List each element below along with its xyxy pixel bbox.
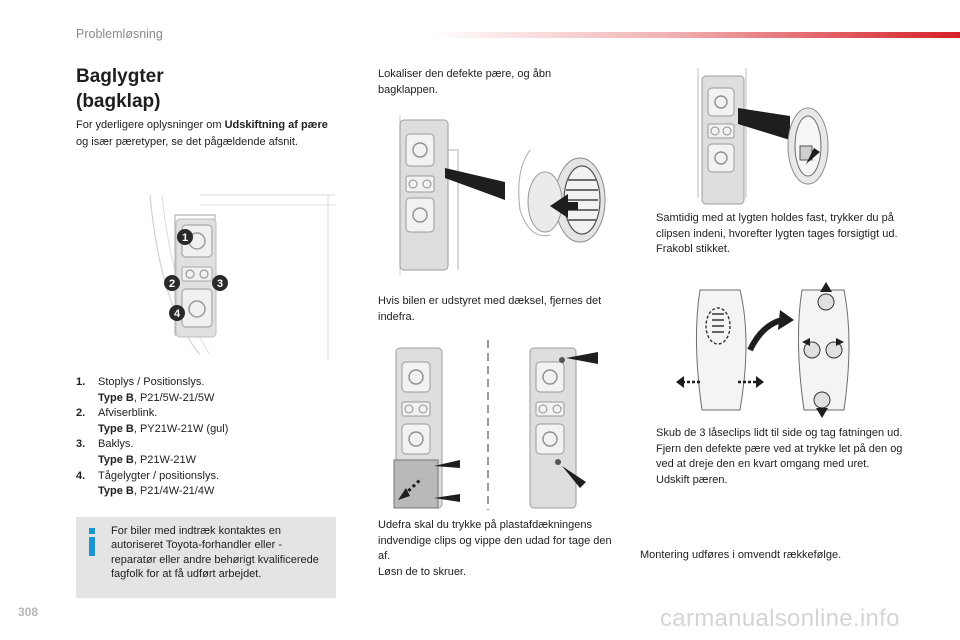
tail-lamp-diagram bbox=[140, 185, 340, 365]
marker-4: 4 bbox=[173, 308, 181, 320]
step-item bbox=[640, 473, 906, 489]
step-bullet bbox=[362, 565, 378, 581]
step-item bbox=[362, 565, 612, 581]
step-item bbox=[362, 294, 620, 325]
step-item bbox=[640, 442, 906, 473]
bulb-list bbox=[76, 375, 336, 500]
bulb-type-value: , P21/4W-21/4W bbox=[133, 485, 215, 498]
step-item bbox=[362, 67, 592, 98]
step-text: Samtidig med at lygten holdes fast, trykker du på clipsen indeni, hvorefter lygten tages forsigtigt ud. bbox=[656, 212, 898, 240]
section-header: Problemløsning bbox=[76, 27, 163, 41]
bulb-item bbox=[76, 375, 336, 406]
step-text: Fjern den defekte pære ved at trykke let på den og ved at dreje den en kvart omgang med uret. bbox=[656, 442, 903, 471]
step-bullet bbox=[640, 242, 656, 258]
step-bullet bbox=[640, 426, 656, 442]
step-bullet bbox=[362, 67, 378, 98]
step-bullet bbox=[640, 473, 656, 489]
step-item bbox=[362, 518, 612, 565]
step-remove-cover bbox=[362, 294, 620, 325]
step-text: Udskift pæren. bbox=[656, 473, 728, 486]
info-text: For biler med indtræk kontaktes en autoriseret Toyota-forhandler eller -reparatør eller andre behørigt kvalificerede fagfolk for at få udført arbejdet. bbox=[111, 525, 319, 581]
step-text: Frakobl stikket. bbox=[656, 243, 730, 256]
bulb-item bbox=[76, 469, 336, 500]
intro-bold-reference: Udskiftning af pære bbox=[224, 119, 328, 131]
info-box bbox=[76, 517, 336, 598]
watermark: carmanualsonline.info bbox=[660, 605, 900, 632]
bulb-number: 4. bbox=[76, 469, 86, 482]
page-number: 308 bbox=[18, 605, 39, 619]
step-remove-lamp bbox=[640, 211, 902, 258]
intro-post: og især pæretyper, se det pågældende afsnit. bbox=[76, 135, 298, 148]
page-title bbox=[76, 64, 164, 114]
step-text: Skub de 3 låseclips lidt til side og tag fatningen ud. bbox=[656, 427, 903, 439]
step-bullet bbox=[362, 294, 378, 325]
step-locate-bulb bbox=[362, 67, 592, 98]
title-line-2: (bagklap) bbox=[76, 91, 161, 112]
step-item bbox=[640, 426, 906, 442]
step-release-clips bbox=[362, 518, 612, 580]
reassembly-note: Montering udføres i omvendt rækkefølge. bbox=[640, 549, 842, 561]
bulb-type-value: , P21/5W-21/5W bbox=[133, 391, 215, 404]
bulb-name: Afviserblink. bbox=[98, 407, 158, 420]
intro-pre: For yderligere oplysninger om bbox=[76, 119, 225, 131]
bulb-type-label: Type B bbox=[98, 453, 134, 466]
marker-1: 1 bbox=[181, 232, 189, 244]
step-text: Løsn de to skruer. bbox=[378, 565, 467, 578]
info-icon bbox=[86, 528, 98, 556]
step-bullet bbox=[640, 211, 656, 242]
bulb-number: 2. bbox=[76, 407, 86, 420]
step-text: Udefra skal du trykke på plastafdækningens indvendige clips og vippe den udad for tage den af. bbox=[378, 519, 612, 563]
step-text: Lokaliser den defekte pære, og åbn bagklappen. bbox=[378, 68, 552, 96]
step-text: Hvis bilen er udstyret med dæksel, fjernes det indefra. bbox=[378, 295, 602, 323]
intro-paragraph bbox=[76, 117, 332, 150]
lamp-clips-figure bbox=[390, 340, 615, 515]
bulb-item bbox=[76, 437, 336, 468]
bulb-number: 1. bbox=[76, 376, 86, 388]
lamp-removal-figure bbox=[680, 68, 860, 208]
step-replace-bulb bbox=[640, 426, 906, 488]
bulb-type-label: Type B bbox=[98, 422, 134, 435]
bulb-type-label: Type B bbox=[98, 391, 134, 404]
bulb-name: Stoplys / Positionslys. bbox=[98, 376, 205, 388]
step-item bbox=[640, 211, 902, 242]
step-bullet bbox=[640, 442, 656, 473]
step-bullet bbox=[362, 518, 378, 565]
bulb-item bbox=[76, 406, 336, 437]
bulb-number: 3. bbox=[76, 438, 86, 451]
marker-2: 2 bbox=[168, 278, 176, 290]
bulb-type-value: , P21W-21W bbox=[133, 453, 197, 466]
lamp-cover-figure bbox=[390, 110, 615, 280]
step-item bbox=[640, 242, 902, 258]
bulb-holder-figure bbox=[672, 280, 862, 420]
bulb-name: Baklys. bbox=[98, 438, 134, 451]
bulb-name: Tågelygter / positionslys. bbox=[98, 469, 220, 482]
bulb-type-value: , PY21W-21W (gul) bbox=[133, 422, 229, 435]
title-line-1: Baglygter bbox=[76, 66, 164, 87]
marker-3: 3 bbox=[216, 278, 224, 290]
bulb-type-label: Type B bbox=[98, 485, 134, 498]
header-accent-bar bbox=[430, 32, 960, 38]
